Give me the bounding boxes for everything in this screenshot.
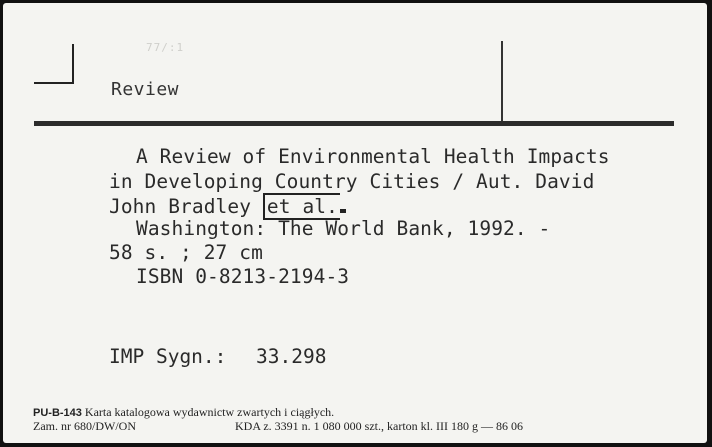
et-al-bracketed: [263, 193, 340, 220]
order-number: Zam. nr 680/DW/ON: [33, 419, 136, 433]
print-info: KDA z. 3391 n. 1 080 000 szt., karton kl. III 180 g — 86 06: [235, 419, 523, 433]
entry-line-1: A Review of Environmental Health Impacts: [136, 145, 610, 168]
corner-mark-horizontal: [34, 82, 74, 84]
entry-line-4: Washington: The World Bank, 1992. -: [136, 217, 551, 240]
header-rule: [34, 121, 674, 126]
faint-stamp: 77/:1: [146, 41, 185, 54]
header-divider: [501, 41, 503, 123]
signature-label: IMP Sygn.:: [109, 345, 227, 368]
et-al-closing-bracket: [340, 209, 346, 213]
entry-line-3: [109, 193, 346, 220]
entry-line-6: ISBN 0-8213-2194-3: [136, 265, 350, 288]
corner-mark-vertical: [72, 44, 74, 84]
entry-line-2: in Developing Country Cities / Aut. David: [109, 170, 595, 193]
entry-line-5: 58 s. ; 27 cm: [109, 241, 263, 264]
et-al-text: et al.: [266, 195, 338, 218]
footer-line-1: [33, 405, 334, 420]
catalog-card: [3, 3, 707, 443]
card-heading: Review: [111, 79, 180, 100]
signature-value: 33.298: [256, 345, 327, 368]
form-title: Karta katalogowa wydawnictw zwartych i ciągłych.: [81, 405, 335, 419]
form-code: PU-B-143: [33, 407, 82, 419]
author-text: John Bradley: [109, 195, 263, 218]
